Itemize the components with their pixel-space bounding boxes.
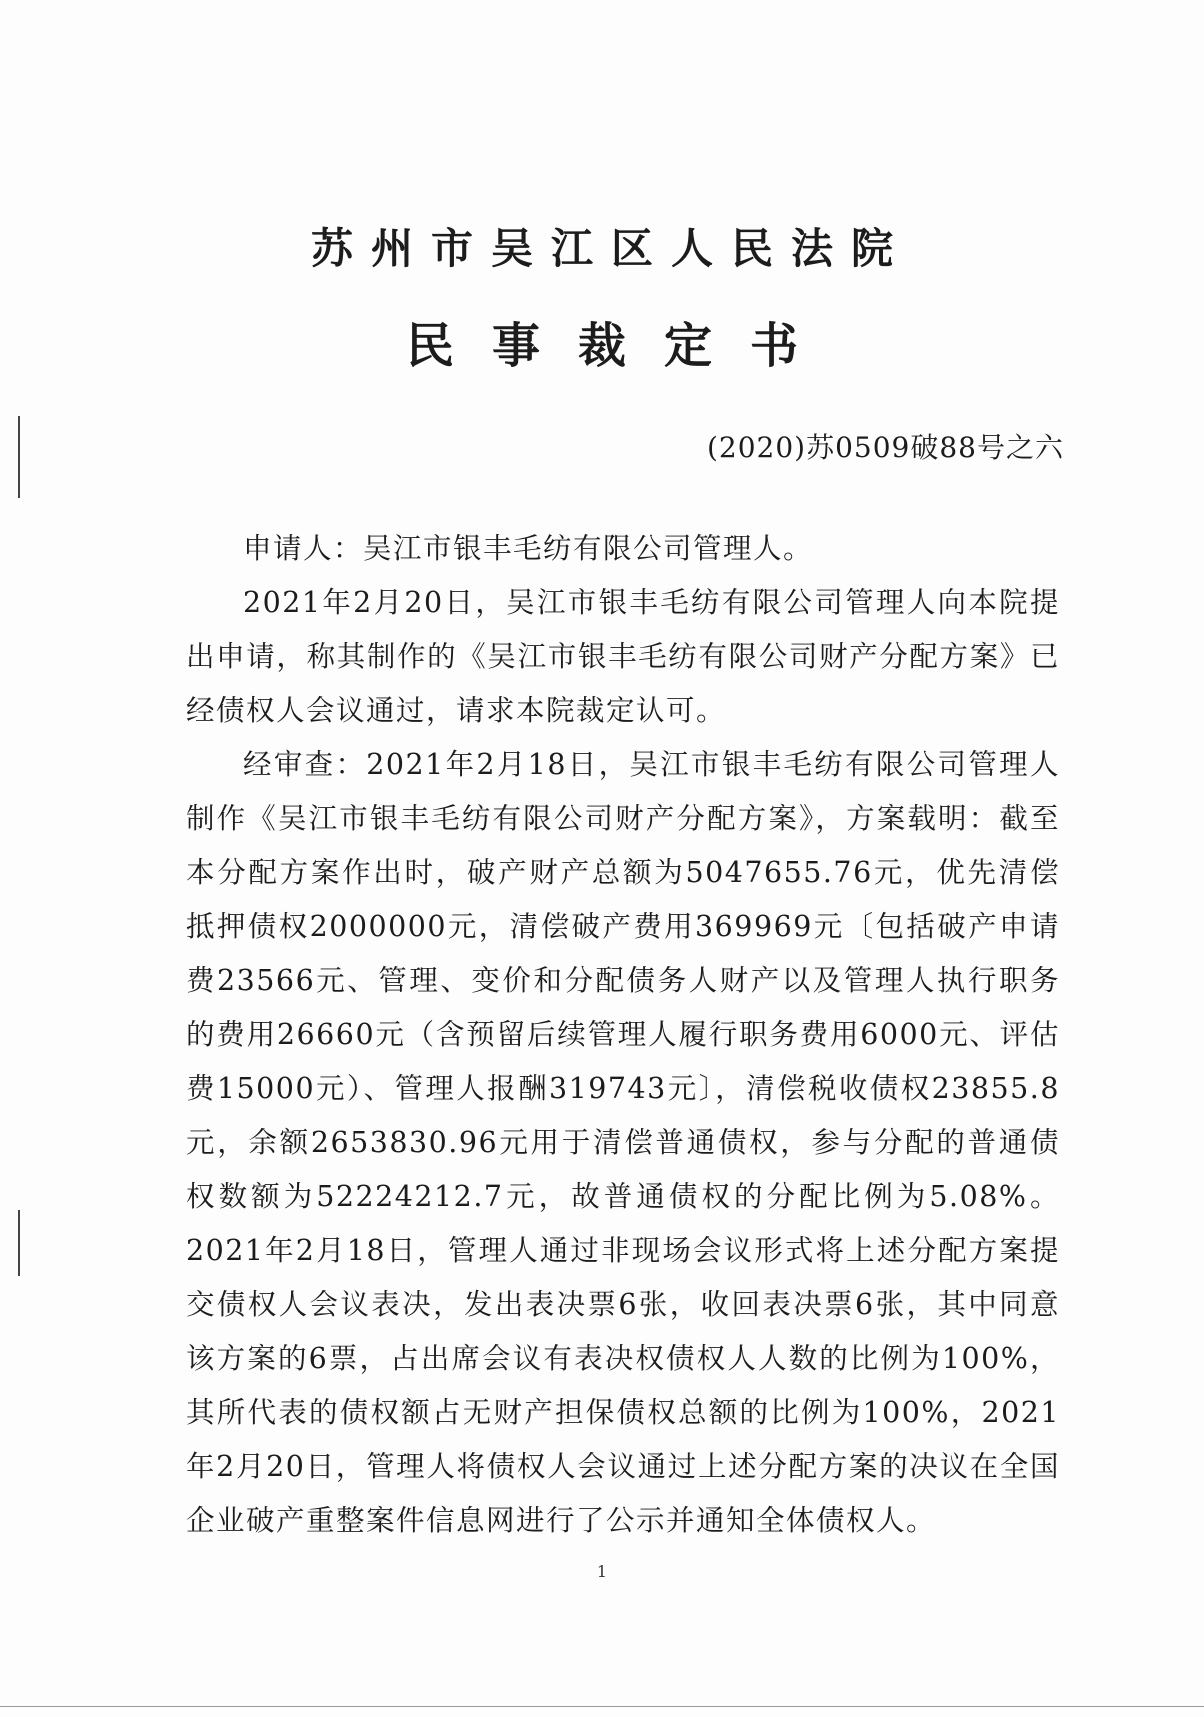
binding-mark xyxy=(18,1210,20,1276)
binding-mark xyxy=(18,416,20,498)
review-paragraph: 经审查：2021年2月18日，吴江市银丰毛纺有限公司管理人制作《吴江市银丰毛纺有限公司财产分配方案》，方案载明：截至本分配方案作出时，破产财产总额为5047655.76元，优先清偿抵押债权2000000元，清偿破产费用369969元〔包括破产申请费23566元、管理、变价和分配债务人财产以及管理人执行职务的费用26660元（含预留后续管理人履行职务费用6000元、评估费15000元）、管理人报酬319743元〕，清偿税收债权23855.8元，余额2653830.96元用于清偿普通债权，参与分配的普通债权数额为52224212.7元，故普通债权的分配比例为5.08%。2021年2月18日，管理人通过非现场会议形式将上述分配方案提交债权人会议表决，发出表决票6张，收回表决票6张，其中同意该方案的6票，占出席会议有表决权债权人人数的比例为100%，其所代表的债权额占无财产担保债权总额的比例为100%，2021年2月20日，管理人将债权人会议通过上述分配方案的决议在全国企业破产重整案件信息网进行了公示并通知全体债权人。 xyxy=(186,748,1060,1537)
applicant-paragraph: 申请人：吴江市银丰毛纺有限公司管理人。 xyxy=(243,532,814,565)
application-paragraph: 2021年2月20日，吴江市银丰毛纺有限公司管理人向本院提出申请，称其制作的《吴江市银丰毛纺有限公司财产分配方案》已经债权人会议通过，请求本院裁定认可。 xyxy=(186,586,1060,727)
court-name: 苏州市吴江区人民法院 xyxy=(310,224,911,273)
document-type: 民事裁定书 xyxy=(405,318,836,374)
case-number: (2020)苏0509破88号之六 xyxy=(707,431,1064,464)
document-body xyxy=(186,522,1060,1548)
page-number: 1 xyxy=(596,1562,608,1581)
scan-edge-line xyxy=(0,1706,1204,1707)
